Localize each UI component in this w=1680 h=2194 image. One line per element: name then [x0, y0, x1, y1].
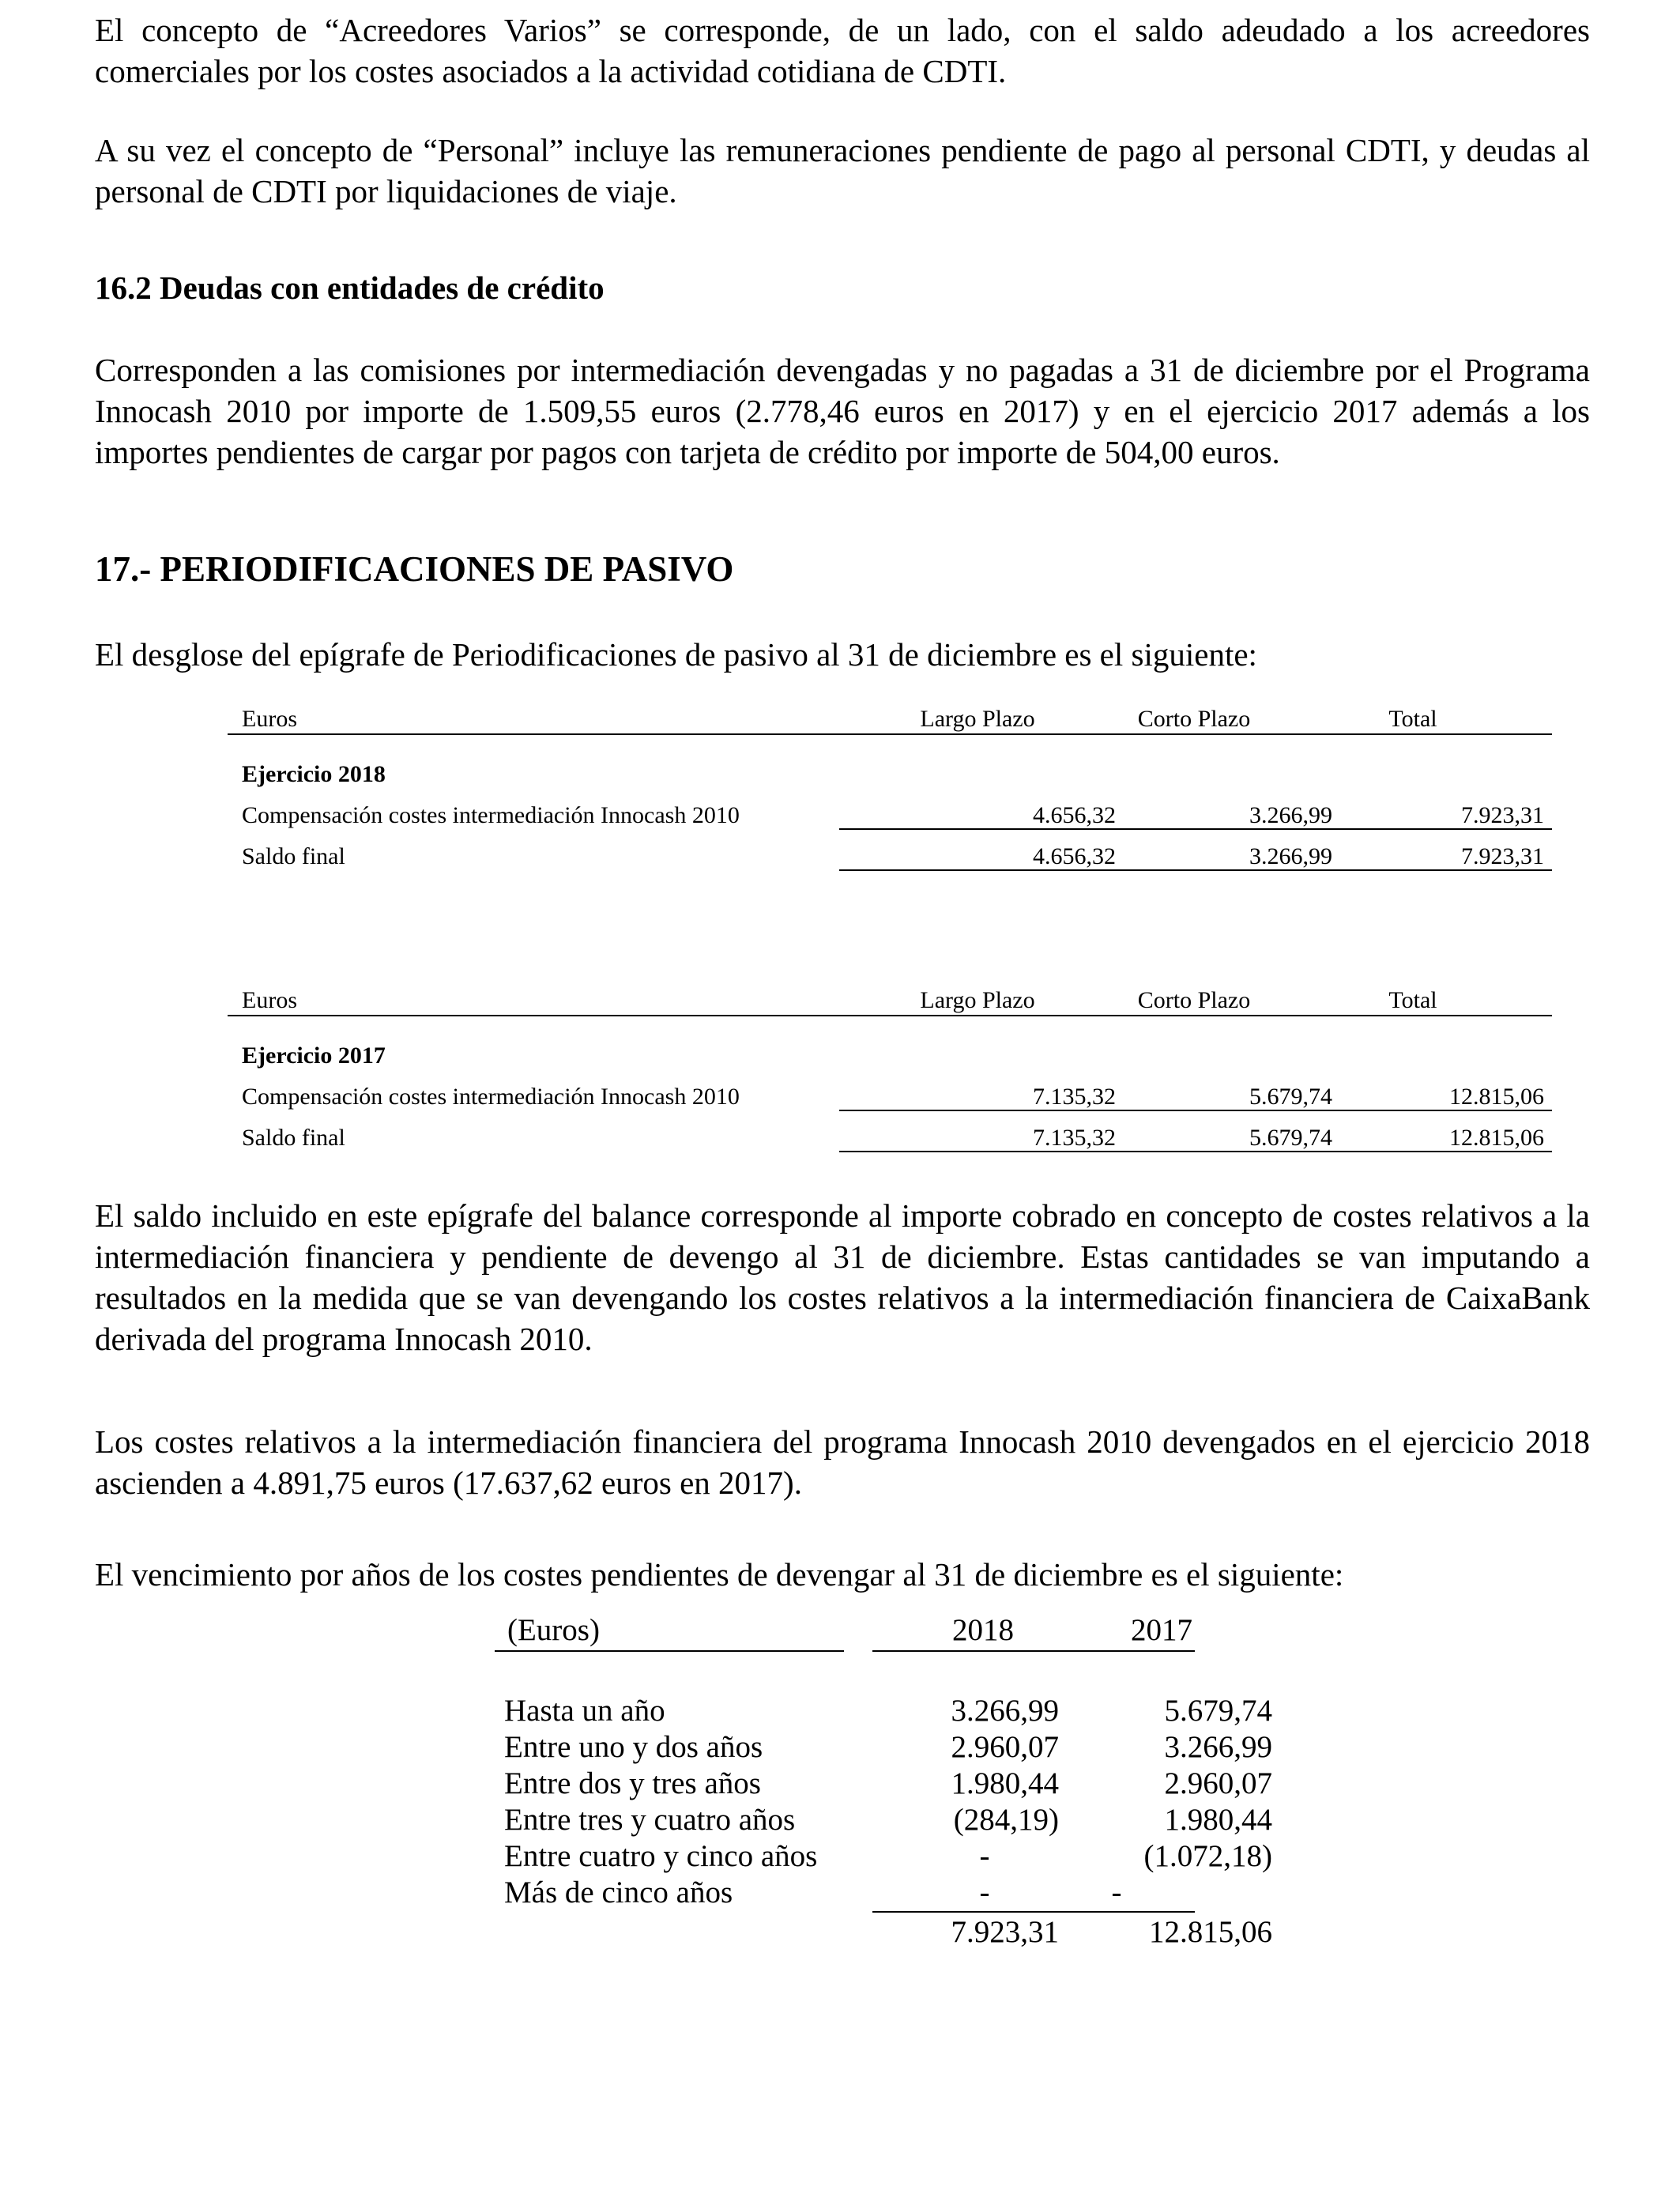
cell-2017: -	[1111, 1875, 1122, 1909]
header-2017: 2017	[1131, 1613, 1192, 1647]
table-row	[95, 800, 1590, 831]
cell-corto-plazo: 3.266,99	[1249, 802, 1332, 828]
paragraph-saldo-incluido: El saldo incluido en este epígrafe del balance corresponde al importe cobrado en concepto de costes relativos a la intermediación financiera y pendiente de devengo al 31 de diciembre. Estas cantidades se van imputando a resultados en la medida que se van devengando los costes relativos a la intermediación financiera de CaixaBank derivada del programa Innocash 2010.	[95, 1197, 1590, 1357]
row-underline	[1280, 1151, 1552, 1152]
total-underline	[1038, 1911, 1195, 1913]
heading-periodificaciones-pasivo: 17.- PERIODIFICACIONES DE PASIVO	[95, 549, 734, 589]
cell-2017: 5.679,74	[1164, 1694, 1272, 1728]
paragraph-costes-devengados: Los costes relativos a la intermediación financiera del programa Innocash 2010 devengados en el ejercicio 2018 ascienden a 4.891,75 euros (17.637,62 euros en 2017).	[95, 1423, 1590, 1501]
cell-2017: 1.980,44	[1164, 1803, 1272, 1837]
header-underline	[1280, 733, 1552, 735]
table-row	[95, 1122, 1590, 1154]
header-corto-plazo: Corto Plazo	[1137, 706, 1251, 732]
section-row	[95, 759, 1590, 790]
header-euros: (Euros)	[507, 1613, 600, 1647]
cell-2018: (284,19)	[953, 1803, 1059, 1837]
row-underline	[1280, 828, 1552, 830]
cell-2017: 3.266,99	[1164, 1730, 1272, 1764]
row-label: Entre cuatro y cinco años	[504, 1839, 818, 1873]
paragraph-comisiones: Corresponden a las comisiones por intermediación devengadas y no pagadas a 31 de diciembre por el Programa Innocash 2010 por importe de 1.509,55 euros (2.778,46 euros en 2017) y en el ejercicio 2017 además a los importes pendientes de cargar por pagos con tarjeta de crédito por importe de 504,00 euros.	[95, 352, 1590, 470]
row-label: Compensación costes intermediación Innocash 2010	[242, 1084, 740, 1110]
cell-largo-plazo: 7.135,32	[1033, 1084, 1116, 1110]
section-label: Ejercicio 2017	[242, 1042, 386, 1069]
table-header-row	[95, 985, 1590, 1016]
row-label: Entre tres y cuatro años	[504, 1803, 796, 1837]
header-underline	[228, 1015, 912, 1016]
cell-total: 7.923,31	[1461, 843, 1544, 869]
total-2018: 7.923,31	[951, 1915, 1059, 1949]
heading-deudas-entidades-credito: 16.2 Deudas con entidades de crédito	[95, 270, 605, 306]
section-label: Ejercicio 2018	[242, 761, 386, 787]
row-label: Saldo final	[242, 1125, 345, 1151]
header-underline	[495, 1650, 844, 1652]
cell-largo-plazo: 4.656,32	[1033, 802, 1116, 828]
cell-2018: 2.960,07	[951, 1730, 1059, 1764]
header-corto-plazo: Corto Plazo	[1137, 987, 1251, 1013]
cell-2017: (1.072,18)	[1143, 1839, 1272, 1873]
header-largo-plazo: Largo Plazo	[920, 987, 1035, 1013]
cell-total: 7.923,31	[1461, 802, 1544, 828]
cell-2017: 2.960,07	[1164, 1766, 1272, 1800]
paragraph-desglose: El desglose del epígrafe de Periodificaciones de pasivo al 31 de diciembre es el siguiente:	[95, 636, 1257, 673]
cell-total: 12.815,06	[1449, 1084, 1544, 1110]
row-label: Entre uno y dos años	[504, 1730, 763, 1764]
paragraph-vencimiento: El vencimiento por años de los costes pendientes de devengar al 31 de diciembre es el siguiente:	[95, 1556, 1344, 1593]
cell-corto-plazo: 5.679,74	[1249, 1125, 1332, 1151]
header-total: Total	[1388, 706, 1437, 732]
header-underline	[1038, 1650, 1195, 1652]
row-label: Saldo final	[242, 843, 345, 869]
header-total: Total	[1388, 987, 1437, 1013]
header-euros: Euros	[242, 706, 297, 732]
cell-largo-plazo: 4.656,32	[1033, 843, 1116, 869]
header-largo-plazo: Largo Plazo	[920, 706, 1035, 732]
cell-2018: 3.266,99	[951, 1694, 1059, 1728]
cell-2018: 1.980,44	[951, 1766, 1059, 1800]
row-underline	[1280, 1110, 1552, 1111]
table-row	[95, 841, 1590, 873]
cell-total: 12.815,06	[1449, 1125, 1544, 1151]
table-row	[95, 1081, 1590, 1113]
row-label: Entre dos y tres años	[504, 1766, 761, 1800]
row-label: Más de cinco años	[504, 1875, 733, 1909]
cell-2018: -	[979, 1839, 990, 1873]
row-underline	[1280, 869, 1552, 871]
header-underline	[1280, 1015, 1552, 1016]
paragraph-personal: A su vez el concepto de “Personal” incluye las remuneraciones pendiente de pago al personal CDTI, y deudas al personal de CDTI por liquidaciones de viaje.	[95, 132, 1590, 209]
cell-corto-plazo: 3.266,99	[1249, 843, 1332, 869]
cell-2018: -	[979, 1875, 990, 1909]
section-row	[95, 1040, 1590, 1072]
cell-largo-plazo: 7.135,32	[1033, 1125, 1116, 1151]
header-euros: Euros	[242, 987, 297, 1013]
row-label: Compensación costes intermediación Innocash 2010	[242, 802, 740, 828]
paragraph-acreedores-varios: El concepto de “Acreedores Varios” se corresponde, de un lado, con el saldo adeudado a los acreedores comerciales por los costes asociados a la actividad cotidiana de CDTI.	[95, 12, 1590, 89]
header-2018: 2018	[952, 1613, 1014, 1647]
total-2017: 12.815,06	[1149, 1915, 1272, 1949]
header-underline	[228, 733, 912, 735]
cell-corto-plazo: 5.679,74	[1249, 1084, 1332, 1110]
row-label: Hasta un año	[504, 1694, 665, 1728]
table-header-row	[95, 703, 1590, 735]
